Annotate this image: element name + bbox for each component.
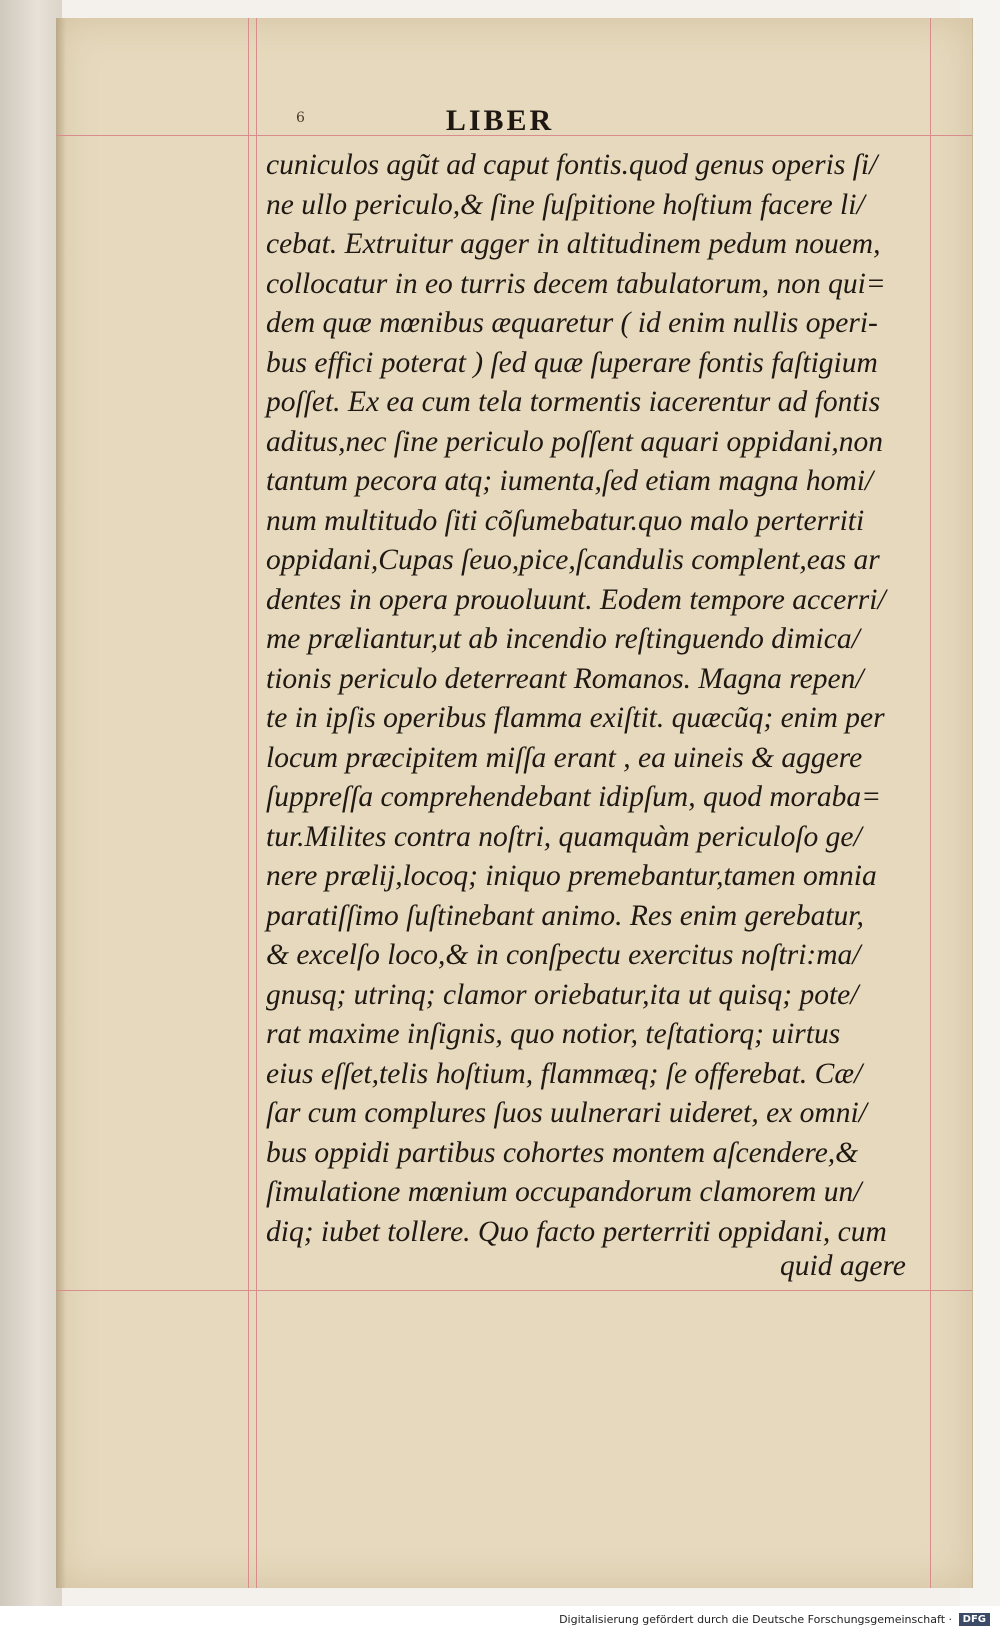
dfg-logo: DFG bbox=[959, 1613, 990, 1626]
text-line: oppidani,Cupas ſeuo,pice,ſcandulis complent,eas ar bbox=[266, 544, 880, 576]
text-line: bus oppidi partibus cohortes montem aſcendere,& bbox=[266, 1136, 859, 1169]
running-head: LIBER bbox=[445, 104, 555, 137]
footer-bar bbox=[0, 1606, 1000, 1632]
text-line: locum præcipitem miſſa erant , ea uineis & aggere bbox=[266, 741, 863, 774]
text-line: ne ullo periculo,& ſine ſuſpitione hoſtium facere li/ bbox=[266, 188, 865, 221]
catchword: quid agere bbox=[780, 1250, 906, 1282]
text-line: tantum pecora atq; iumenta,ſed etiam magna homi/ bbox=[266, 465, 874, 497]
text-line: dem quæ mœnibus æquaretur ( id enim nullis operi- bbox=[266, 307, 878, 339]
text-line: ſar cum complures ſuos uulnerari uideret, ex omni/ bbox=[266, 1097, 867, 1129]
text-line: poſſet. Ex ea cum tela tormentis iacerentur ad fontis bbox=[266, 386, 881, 418]
text-line: tur.Milites contra noſtri, quamquàm periculoſo ge/ bbox=[266, 820, 862, 853]
text-line: cebat. Extruitur agger in altitudinem pedum nouem, bbox=[266, 228, 881, 260]
funding-credit: Digitalisierung gefördert durch die Deutsche Forschungsgemeinschaft · bbox=[559, 1613, 952, 1626]
text-line: collocatur in eo turris decem tabulatorum, non qui= bbox=[266, 267, 886, 300]
ruling-line-left-outer bbox=[248, 18, 249, 1588]
text-line: num multitudo ſiti cõſumebatur.quo malo perterriti bbox=[266, 504, 865, 537]
text-line: bus effici poterat ) ſed quæ ſuperare fontis faſtigium bbox=[266, 346, 878, 379]
ruling-line-left-inner bbox=[256, 18, 257, 1588]
text-line: eius eſſet,telis hoſtium, flammæq; ſe offerebat. Cæ/ bbox=[266, 1057, 863, 1090]
text-line: me præliantur,ut ab incendio reſtinguendo dimica/ bbox=[266, 623, 860, 655]
text-line: cuniculos agũt ad caput fontis.quod genus operis ſi/ bbox=[266, 149, 878, 181]
text-line: ſuppreſſa comprehendebant idipſum, quod moraba= bbox=[266, 781, 882, 813]
text-line: diq; iubet tollere. Quo facto perterriti oppidani, cum bbox=[266, 1215, 887, 1248]
text-line: tionis periculo deterreant Romanos. Magna repen/ bbox=[266, 662, 864, 695]
text-line: paratiſſimo ſuſtinebant animo. Res enim gerebatur, bbox=[266, 899, 864, 932]
ruling-line-bottom bbox=[56, 1290, 972, 1291]
text-line: dentes in opera prouoluunt. Eodem tempore accerri/ bbox=[266, 583, 886, 616]
text-line: & excelſo loco,& in conſpectu exercitus noſtri:ma/ bbox=[266, 939, 861, 971]
text-line: ſimulatione mœnium occupandorum clamorem un/ bbox=[266, 1176, 862, 1208]
scanner-background-left bbox=[0, 0, 62, 1632]
text-line: gnusq; utrinq; clamor oriebatur,ita ut quisq; pote/ bbox=[266, 978, 859, 1011]
text-line: aditus,nec ſine periculo poſſent aquari oppidani,non bbox=[266, 425, 883, 458]
text-line: nere prælij,locoq; iniquo premebantur,tamen omnia bbox=[266, 860, 877, 892]
text-line: rat maxime inſignis, quo notior, teſtatiorq; uirtus bbox=[266, 1018, 841, 1050]
page-edge-shadow bbox=[56, 18, 66, 1588]
body-text bbox=[266, 146, 946, 1252]
page-number: 6 bbox=[296, 110, 305, 126]
text-line: te in ipſis operibus flamma exiſtit. quæcũq; enim per bbox=[266, 702, 885, 734]
